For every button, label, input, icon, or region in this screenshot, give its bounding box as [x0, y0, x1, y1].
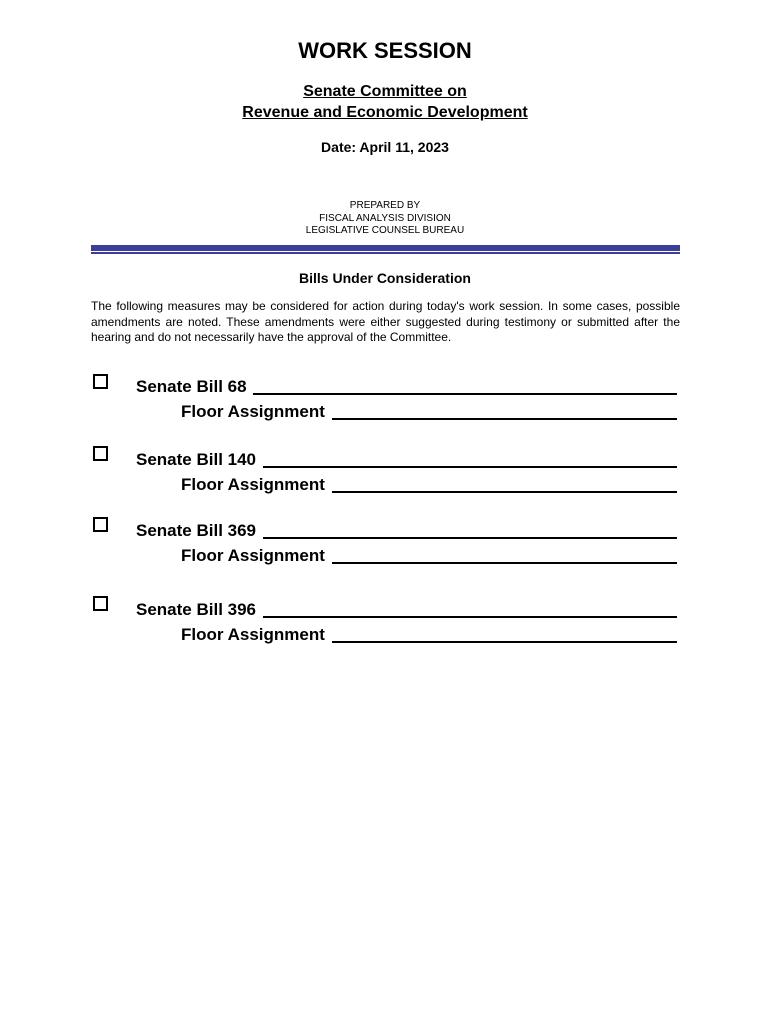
floor-assignment-blank-line[interactable]	[332, 491, 677, 493]
bureau-name: LEGISLATIVE COUNSEL BUREAU	[305, 225, 465, 236]
bill-blank-line[interactable]	[253, 393, 677, 395]
floor-assignment-blank-line[interactable]	[332, 418, 677, 420]
header-divider-thick	[91, 245, 680, 251]
bill-item	[0, 377, 770, 437]
floor-assignment-label: Floor Assignment	[181, 625, 325, 644]
bill-item	[0, 521, 770, 581]
floor-assignment-label: Floor Assignment	[181, 402, 325, 421]
bill-blank-line[interactable]	[263, 466, 677, 468]
committee-name	[0, 81, 770, 123]
bill-label: Senate Bill 68	[136, 377, 247, 396]
floor-assignment-line	[181, 625, 677, 645]
floor-assignment-label: Floor Assignment	[181, 475, 325, 494]
bill-item	[0, 600, 770, 660]
prepared-by-block	[0, 200, 770, 238]
bill-line	[136, 450, 677, 470]
bill-item	[0, 450, 770, 510]
bill-blank-line[interactable]	[263, 616, 677, 618]
prepared-by-label: PREPARED BY	[349, 200, 421, 211]
bill-blank-line[interactable]	[263, 537, 677, 539]
division-name: FISCAL ANALYSIS DIVISION	[319, 212, 451, 224]
committee-line-2: Revenue and Economic Development	[242, 104, 528, 121]
committee-line-1: Senate Committee on	[303, 83, 467, 100]
bill-checkbox[interactable]	[93, 596, 108, 611]
document-title: WORK SESSION	[298, 38, 472, 63]
bill-label: Senate Bill 140	[136, 450, 257, 469]
header-divider-thin	[91, 252, 680, 254]
floor-assignment-line	[181, 402, 677, 422]
floor-assignment-blank-line[interactable]	[332, 562, 677, 564]
bill-line	[136, 521, 677, 541]
floor-assignment-line	[181, 546, 677, 566]
bill-checkbox[interactable]	[93, 374, 108, 389]
intro-paragraph: The following measures may be considered for action during today's work session. In some cases, possible amendments are noted. These amendments were either suggested during testimony or submitted after the hearing and do not necessarily have the approval of the Committee.	[91, 299, 680, 344]
bill-label: Senate Bill 369	[136, 521, 257, 540]
bill-label: Senate Bill 396	[136, 600, 257, 619]
bill-line	[136, 600, 677, 620]
bill-checkbox[interactable]	[93, 517, 108, 532]
section-heading: Bills Under Consideration	[299, 270, 471, 286]
bill-line	[136, 377, 677, 397]
floor-assignment-line	[181, 475, 677, 495]
floor-assignment-label: Floor Assignment	[181, 546, 325, 565]
session-date: Date: April 11, 2023	[321, 139, 449, 155]
floor-assignment-blank-line[interactable]	[332, 641, 677, 643]
bill-checkbox[interactable]	[93, 446, 108, 461]
